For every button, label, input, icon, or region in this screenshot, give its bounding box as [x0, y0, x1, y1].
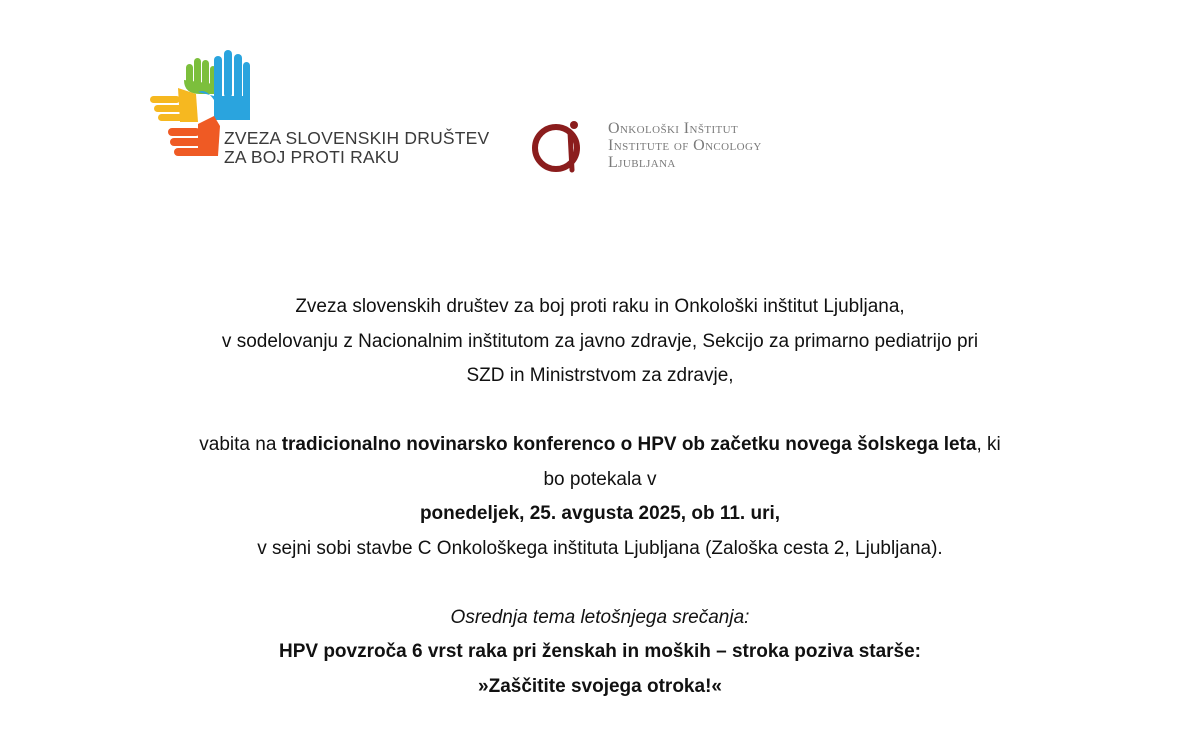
zveza-line1: ZVEZA SLOVENSKIH DRUŠTEV: [224, 128, 490, 148]
intro-line-3: SZD in Ministrstvom za zdravje,: [466, 365, 734, 386]
theme-label-text: Osrednja tema letošnjega srečanja:: [450, 606, 750, 628]
oi-logo: [532, 118, 832, 178]
zveza-line2: ZA BOJ PROTI RAKU: [224, 147, 400, 167]
intro-line-2: v sodelovanju z Nacionalnim inštitutom za javno zdravje, Sekcijo za primarno pediatrijo pri: [221, 330, 979, 352]
zveza-logo: [148, 50, 490, 167]
theme-slogan: [0, 670, 1200, 705]
invite-line-1: [0, 428, 1200, 463]
theme-title-text: HPV povzroča 6 vrst raka pri ženskah in moških – stroka poziva starše:: [278, 641, 922, 662]
invite-post: , ki: [976, 434, 1001, 455]
oi-mark-icon: [532, 118, 590, 176]
theme-slogan-text: »Zaščitite svojega otroka!«: [478, 675, 722, 697]
oi-line1: Onkološki Inštitut: [608, 120, 739, 137]
intro-line-1: Zveza slovenskih društev za boj proti raku in Onkološki inštitut Ljubljana,: [295, 296, 905, 317]
theme-label: [0, 601, 1200, 636]
event-date: ponedeljek, 25. avgusta 2025, ob 11. uri,: [419, 503, 781, 524]
invite-line-2: bo potekala v: [543, 468, 657, 490]
invite-pre: vabita na: [199, 434, 282, 455]
zveza-name: [224, 129, 489, 167]
oi-line3: Ljubljana: [608, 154, 676, 171]
oi-name: [608, 120, 762, 171]
date-line: [0, 497, 1200, 532]
invitation-body: [0, 290, 1200, 704]
conference-title: tradicionalno novinarsko konferenco o HPV ob začetku novega šolskega leta: [281, 434, 977, 455]
theme-title: [0, 635, 1200, 670]
location-line: v sejni sobi stavbe C Onkološkega inštituta Ljubljana (Zaloška cesta 2, Ljubljana).: [257, 537, 943, 559]
oi-line2: Institute of Oncology: [608, 137, 762, 154]
